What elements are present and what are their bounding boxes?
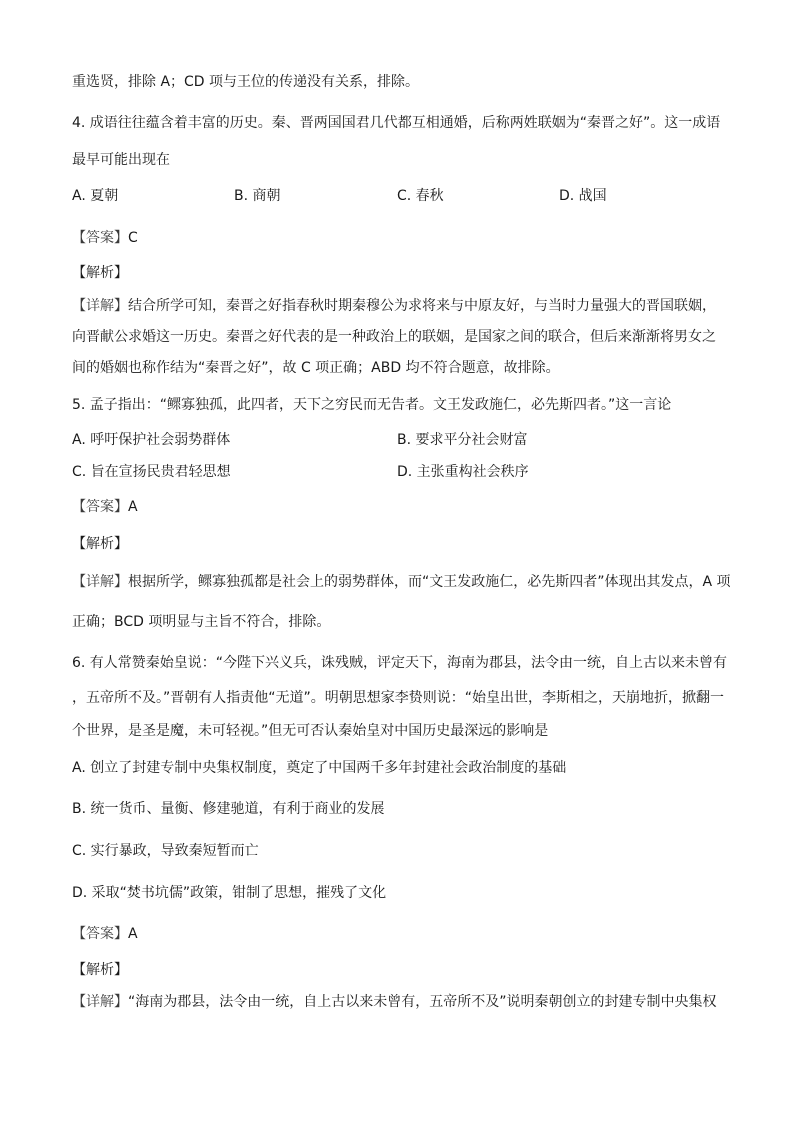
q5-option-d: D. 主张重构社会秩序 xyxy=(397,464,529,480)
q5-analysis-tag: 【解析】 xyxy=(72,536,128,552)
intro-text: 重选贤，排除 A；CD 项与王位的传递没有关系，排除。 xyxy=(72,74,420,90)
detail-text: “海南为郡县，法令由一统，自上古以来未曾有，五帝所不及”说明秦朝创立的封建专制中央集权 xyxy=(128,994,717,1010)
q5-answer xyxy=(72,497,138,517)
answer-value: C xyxy=(128,230,138,246)
q5-option-c: C. 旨在宣扬民贵君轻思想 xyxy=(72,464,231,480)
q6-option-d: D. 采取“焚书坑儒”政策，钳制了思想，摧残了文化 xyxy=(72,885,387,901)
q4-detail-line-2: 向晋献公求婚这一历史。秦晋之好代表的是一种政治上的联姻，是国家之间的联合，但后来渐渐将男女之 xyxy=(72,329,716,345)
q5-stem-line-1: 5. 孟子指出：“鳏寡独孤，此四者，天下之穷民而无告者。文王发政施仁，必先斯四者。”这一言论 xyxy=(72,397,672,413)
q4-option-d: D. 战国 xyxy=(559,188,607,204)
detail-tag: 【详解】 xyxy=(72,574,128,590)
q5-detail-line-1 xyxy=(72,572,731,592)
q6-option-a: A. 创立了封建专制中央集权制度，奠定了中国两千多年封建社会政治制度的基础 xyxy=(72,760,567,776)
q4-analysis-tag: 【解析】 xyxy=(72,265,128,281)
q5-option-a: A. 呼吁保护社会弱势群体 xyxy=(72,432,231,448)
q4-option-a: A. 夏朝 xyxy=(72,188,119,204)
detail-tag: 【详解】 xyxy=(72,994,128,1010)
detail-tag: 【详解】 xyxy=(72,298,128,314)
q4-stem-line-2: 最早可能出现在 xyxy=(72,152,170,168)
q4-detail-line-3: 间的婚姻也称作结为“秦晋之好”，故 C 项正确；ABD 均不符合题意，故排除。 xyxy=(72,360,560,376)
q6-option-b: B. 统一货币、量衡、修建驰道，有利于商业的发展 xyxy=(72,801,385,817)
q4-stem-line-1: 4. 成语往往蕴含着丰富的历史。秦、晋两国国君几代都互相通婚，后称两姓联姻为“秦晋之好”。这一成语 xyxy=(72,115,721,131)
q6-option-c: C. 实行暴政，导致秦短暂而亡 xyxy=(72,843,259,859)
q4-option-b: B. 商朝 xyxy=(234,188,281,204)
detail-text: 结合所学可知，秦晋之好指春秋时期秦穆公为求将来与中原友好，与当时力量强大的晋国联姻， xyxy=(128,298,716,314)
answer-value: A xyxy=(128,499,138,515)
answer-tag: 【答案】 xyxy=(72,499,128,515)
answer-tag: 【答案】 xyxy=(72,926,128,942)
q6-answer xyxy=(72,924,138,944)
q5-detail-line-2: 正确；BCD 项明显与主旨不符合，排除。 xyxy=(72,614,331,630)
q6-analysis-tag: 【解析】 xyxy=(72,962,128,978)
q5-option-b: B. 要求平分社会财富 xyxy=(397,432,528,448)
q6-stem-line-3: 个世界，是圣是魔，未可轻视。”但无可否认秦始皇对中国历史最深远的影响是 xyxy=(72,723,549,739)
q6-stem-line-2: ，五帝所不及。”晋朝有人指责他“无道”。明朝思想家李贽则说：“始皇出世，李斯相之，天崩地折，掀翻一 xyxy=(72,690,725,706)
answer-tag: 【答案】 xyxy=(72,230,128,246)
q4-option-c: C. 春秋 xyxy=(397,188,444,204)
detail-text: 根据所学，鳏寡独孤都是社会上的弱势群体，而“文王发政施仁，必先斯四者”体现出其发点，A 项 xyxy=(128,574,731,590)
q6-stem-line-1: 6. 有人常赞秦始皇说：“今陛下兴义兵，诛残贼，评定天下，海南为郡县，法令由一统，自上古以来未曾有 xyxy=(72,655,728,671)
q6-detail-line-1 xyxy=(72,992,717,1012)
q4-answer xyxy=(72,228,138,248)
answer-value: A xyxy=(128,926,138,942)
q4-detail-line-1 xyxy=(72,296,716,316)
